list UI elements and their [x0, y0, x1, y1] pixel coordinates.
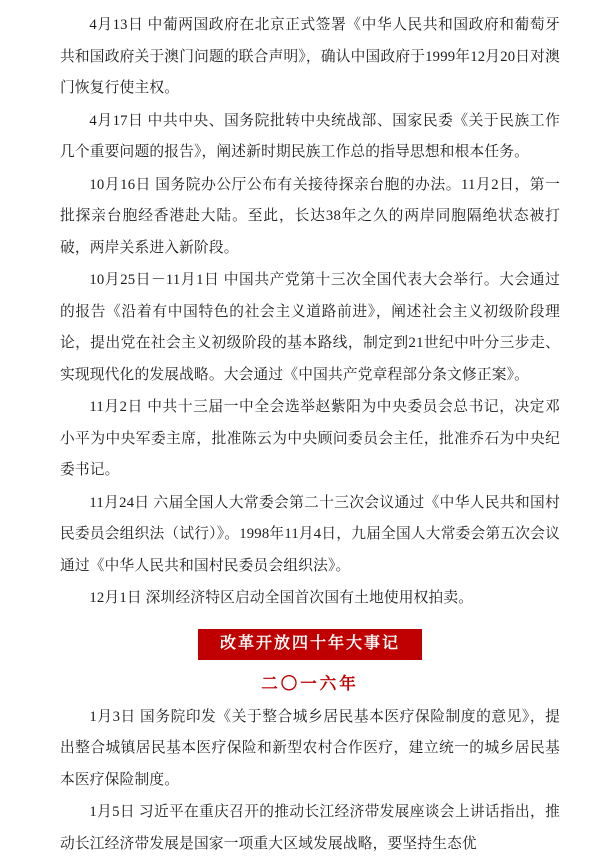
paragraph: 10月16日 国务院办公厅公布有关接待探亲台胞的办法。11月2日，第一批探亲台胞经香港赴大陆。至此，长达38年之久的两岸同胞隔绝状态被打破，两岸关系进入新阶段。	[60, 176, 560, 256]
paragraph: 1月5日 习近平在重庆召开的推动长江经济带发展座谈会上讲话指出，推动长江经济带发展是国家一项重大区域发展战略，要坚持生态优	[60, 804, 560, 852]
paragraph: 4月13日 中葡两国政府在北京正式签署《中华人民共和国政府和葡萄牙共和国政府关于澳门问题的联合声明》，确认中国政府于1999年12月20日对澳门恢复行使主权。	[60, 17, 560, 96]
paragraph: 1月3日 国务院印发《关于整合城乡居民基本医疗保险制度的意见》，提出整合城镇居民基本医疗保险和新型农村合作医疗，建立统一的城乡居民基本医疗保险制度。	[60, 708, 560, 788]
paragraph: 12月1日 深圳经济特区启动全国首次国有土地使用权拍卖。	[89, 590, 474, 606]
section-banner	[60, 629, 560, 660]
paragraph: 11月2日 中共十三届一中全会选举赵紫阳为中央委员会总书记，决定邓小平为中央军委主席，批准陈云为中央顾问委员会主任，批准乔石为中央纪委书记。	[60, 399, 560, 478]
paragraph-block-top	[60, 10, 560, 615]
year-heading	[60, 670, 560, 694]
paragraph: 4月17日 中共中央、国务院批转中央统战部、国家民委《关于民族工作几个重要问题的报告》，阐述新时期民族工作总的指导思想和根本任务。	[60, 112, 560, 160]
year-heading-label: 二〇一六年	[261, 673, 359, 693]
paragraph: 10月25日－11月1日 中国共产党第十三次全国代表大会举行。大会通过的报告《沿着有中国特色的社会主义道路前进》，阐述社会主义初级阶段理论，提出党在社会主义初级阶段的基本路线，制定到21世纪中叶分三步走、实现现代化的发展战略。大会通过《中国共产党章程部分条文修正案》。	[60, 272, 560, 383]
section-banner-label: 改革开放四十年大事记	[198, 629, 422, 660]
paragraph: 11月24日 六届全国人大常委会第二十三次会议通过《中华人民共和国村民委员会组织法（试行）》。1998年11月4日，九届全国人大常委会第五次会议通过《中华人民共和国村民委员会组织法》。	[60, 494, 560, 574]
paragraph-block-bottom	[60, 702, 560, 862]
